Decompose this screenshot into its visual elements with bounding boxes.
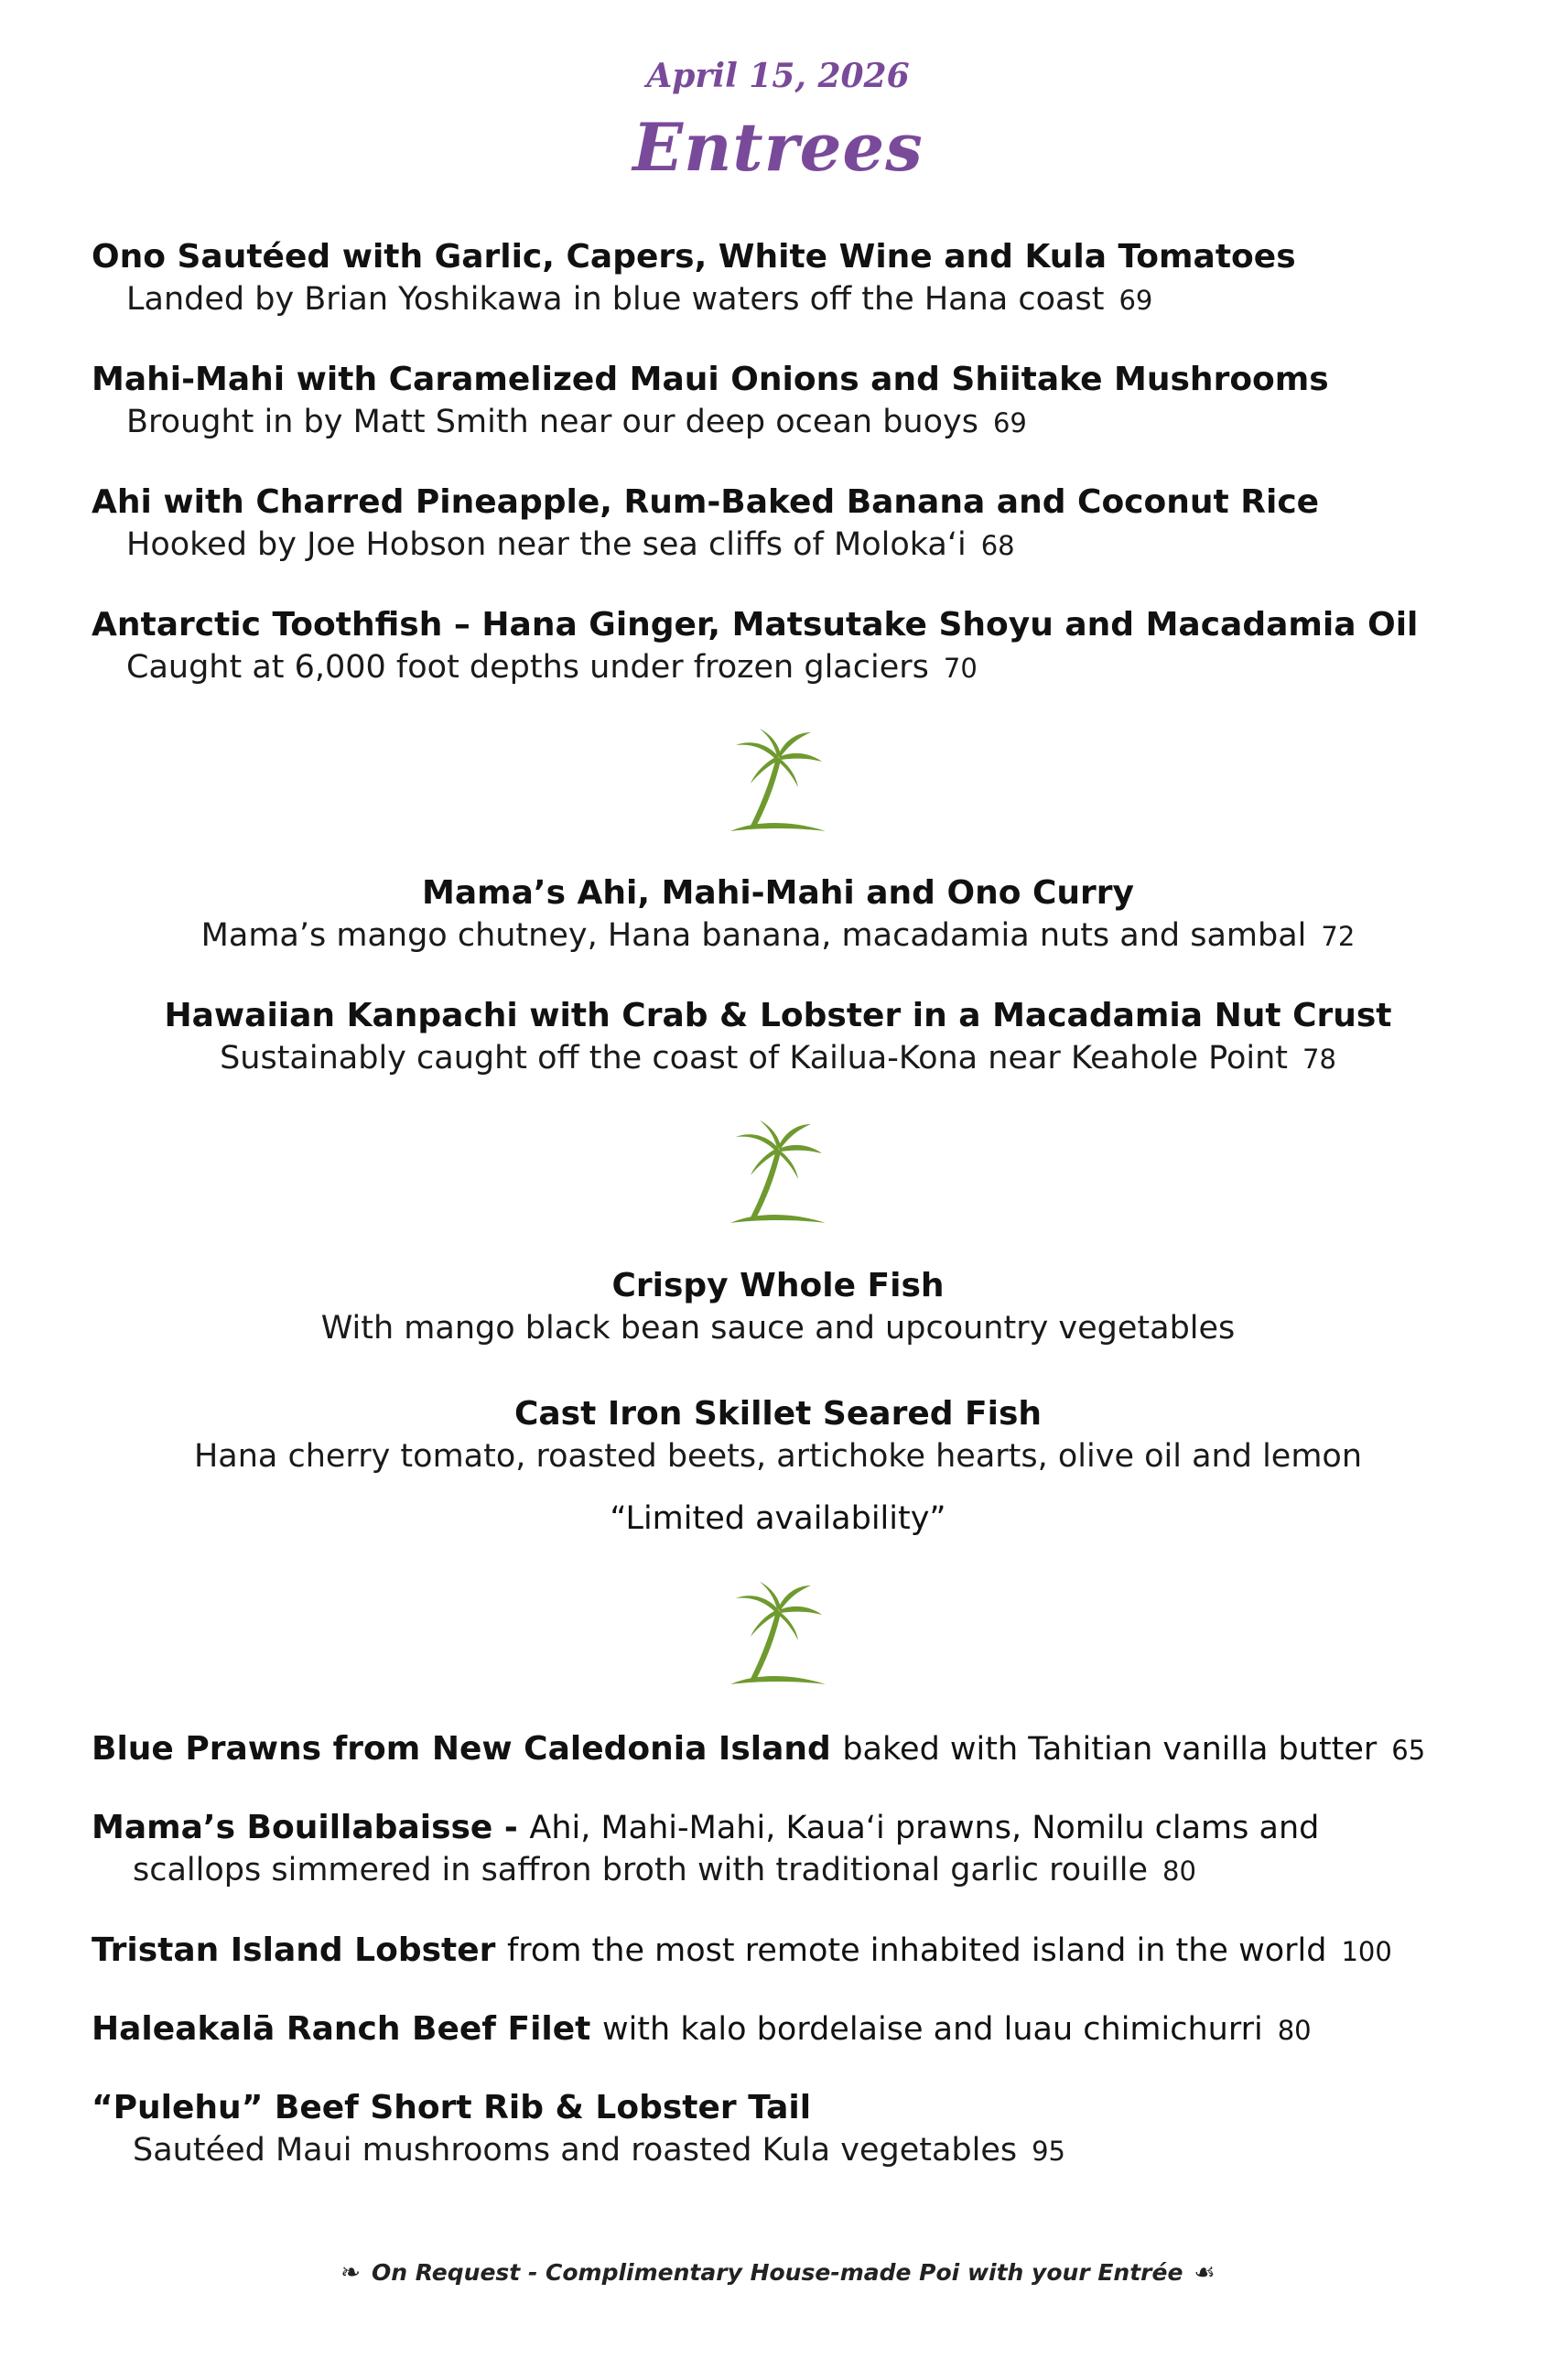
menu-item xyxy=(0,995,1556,1080)
dish-price: 72 xyxy=(1321,921,1356,952)
dish-name: Hawaiian Kanpachi with Crab & Lobster in a Macadamia Nut Crust xyxy=(164,997,1392,1034)
dish-price: 69 xyxy=(1118,285,1153,316)
palm-tree-icon xyxy=(723,1115,833,1234)
dish-description: with kalo bordelaise and luau chimichurri xyxy=(601,2011,1263,2048)
menu-item xyxy=(92,236,1464,321)
dish-name: Mama’s Bouillabaisse - xyxy=(92,1809,518,1846)
dish-price: 69 xyxy=(992,407,1027,438)
dish-name: Crispy Whole Fish xyxy=(611,1267,945,1304)
right-flourish-icon: ☙ xyxy=(1194,2259,1216,2287)
dish-name: Haleakalā Ranch Beef Filet xyxy=(92,2010,591,2048)
dish-price: 70 xyxy=(943,653,978,684)
dish-price: 80 xyxy=(1277,2015,1312,2046)
dish-name: Blue Prawns from New Caledonia Island xyxy=(92,1730,831,1768)
menu-item xyxy=(92,2008,1464,2051)
dish-price: 95 xyxy=(1032,2136,1066,2167)
dish-description: Sustainably caught off the coast of Kailua-Kona near Keahole Point xyxy=(220,1040,1289,1076)
dish-price: 78 xyxy=(1302,1044,1336,1075)
footer-note xyxy=(0,2259,1556,2287)
dish-description: Sautéed Maui mushrooms and roasted Kula vegetables xyxy=(133,2132,1018,2169)
menu-item xyxy=(0,1265,1556,1349)
menu-item xyxy=(92,2087,1464,2172)
dish-name: Antarctic Toothfish – Hana Ginger, Matsutake Shoyu and Macadamia Oil xyxy=(92,606,1419,644)
dish-description: baked with Tahitian vanilla butter xyxy=(842,1731,1378,1768)
menu-item xyxy=(92,1728,1464,1771)
dish-description: from the most remote inhabited island in the world xyxy=(506,1932,1327,1969)
dish-description: Hana cherry tomato, roasted beets, artichoke hearts, olive oil and lemon xyxy=(193,1438,1363,1475)
palm-tree-icon xyxy=(723,723,833,842)
footer-text: On Request - Complimentary House-made Poi with your Entrée xyxy=(372,2259,1183,2286)
menu-date: April 15, 2026 xyxy=(646,57,910,95)
dish-description: Caught at 6,000 foot depths under frozen glaciers xyxy=(126,649,929,686)
palm-tree-icon xyxy=(723,1576,833,1695)
dish-name: Mama’s Ahi, Mahi-Mahi and Ono Curry xyxy=(422,874,1134,912)
dish-description: Landed by Brian Yoshikawa in blue waters off the Hana coast xyxy=(126,281,1105,318)
dish-name: “Pulehu” Beef Short Rib & Lobster Tail xyxy=(92,2089,812,2126)
menu-item xyxy=(92,604,1464,689)
menu-item xyxy=(92,1807,1464,1892)
dish-price: 68 xyxy=(980,530,1015,561)
menu-item xyxy=(0,872,1556,957)
menu-item xyxy=(0,1393,1556,1540)
dish-name: Tristan Island Lobster xyxy=(92,1931,496,1969)
dish-description: Mama’s mango chutney, Hana banana, macadamia nuts and sambal xyxy=(200,917,1307,954)
dish-price: 80 xyxy=(1162,1855,1196,1887)
dish-name: Ahi with Charred Pineapple, Rum-Baked Banana and Coconut Rice xyxy=(92,483,1320,521)
availability-note: “Limited availability” xyxy=(610,1500,946,1537)
dish-price: 65 xyxy=(1391,1735,1426,1766)
dish-price: 100 xyxy=(1341,1936,1392,1967)
menu-title: Entrees xyxy=(632,108,924,186)
dish-description: Brought in by Matt Smith near our deep ocean buoys xyxy=(126,404,978,440)
menu-item xyxy=(92,1930,1464,1973)
dish-name: Mahi-Mahi with Caramelized Maui Onions and Shiitake Mushrooms xyxy=(92,361,1329,398)
left-flourish-icon: ❧ xyxy=(340,2259,362,2287)
dish-description-continued: scallops simmered in saffron broth with traditional garlic rouille xyxy=(133,1852,1149,1888)
menu-item xyxy=(92,359,1464,444)
dish-description: Ahi, Mahi-Mahi, Kaua‘i prawns, Nomilu clams and xyxy=(529,1810,1320,1846)
menu-item xyxy=(92,481,1464,567)
dish-description: With mango black bean sauce and upcountry vegetables xyxy=(320,1310,1236,1347)
dish-description: Hooked by Joe Hobson near the sea cliffs of Moloka‘i xyxy=(126,526,967,563)
dish-name: Cast Iron Skillet Seared Fish xyxy=(513,1395,1043,1433)
dish-name: Ono Sautéed with Garlic, Capers, White Wine and Kula Tomatoes xyxy=(92,238,1296,276)
